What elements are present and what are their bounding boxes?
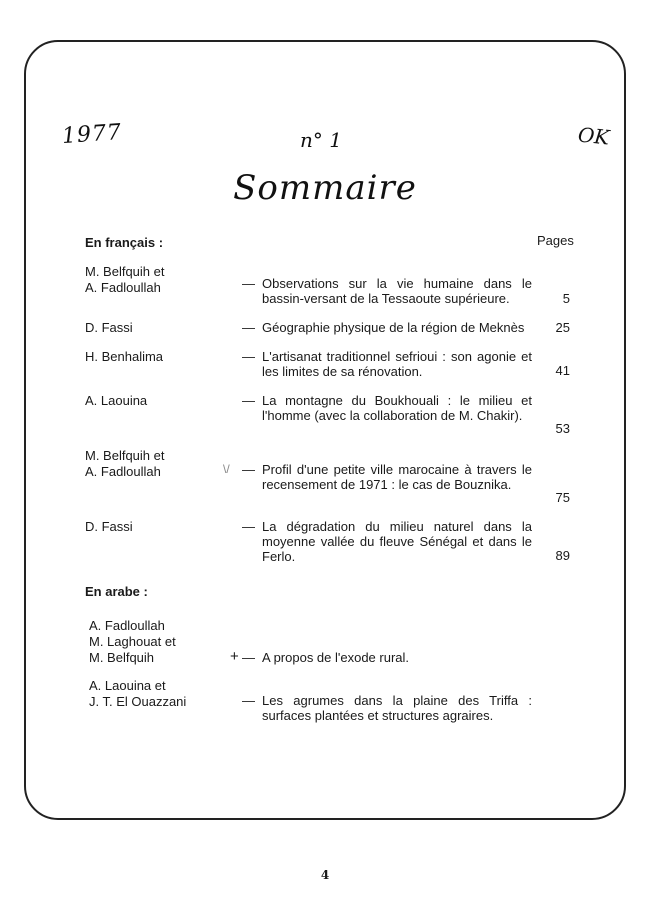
entry-author: M. Belfquih et A. Fadloullah: [85, 448, 165, 479]
handwritten-year: 1977: [61, 119, 123, 150]
entry-dash: —: [242, 462, 255, 477]
entry-page-number: 5: [562, 291, 570, 306]
entry-author: D. Fassi: [85, 320, 133, 335]
entry-title: Observations sur la vie humaine dans le bassin-versant de la Tessaoute supérieure.: [262, 276, 532, 306]
page-number-footer: 4: [320, 868, 330, 882]
pages-column-header: Pages: [537, 233, 574, 248]
section-french-heading: En français :: [85, 235, 164, 250]
toc-entry: [242, 320, 532, 335]
entry-title: Profil d'une petite ville marocaine à travers le recensement de 1971 : le cas de Bouznika.: [262, 462, 532, 492]
entry-page-number: 89: [555, 548, 570, 563]
toc-entry: [242, 393, 532, 423]
toc-entry: [242, 519, 532, 564]
entry-dash: —: [242, 349, 255, 364]
toc-entry: [242, 650, 532, 665]
toc-entry: [242, 462, 532, 492]
handwritten-ok-note: OK: [576, 122, 611, 150]
entry-author: D. Fassi: [85, 519, 133, 534]
entry-author: H. Benhalima: [85, 349, 164, 364]
entry-author: A. Laouina: [85, 393, 148, 408]
toc-entry: [242, 693, 532, 723]
handwritten-issue-number: n° 1: [300, 128, 342, 152]
entry-page-number: 75: [555, 490, 570, 505]
entry-dash: —: [242, 693, 255, 708]
margin-plus-mark: +: [230, 648, 239, 665]
entry-title: A propos de l'exode rural.: [262, 650, 410, 665]
entry-title: Géographie physique de la région de Meknès: [262, 320, 525, 335]
entry-dash: —: [242, 320, 255, 335]
entry-title: Les agrumes dans la plaine des Triffa : surfaces plantées et structures agraires.: [262, 693, 532, 723]
entry-title: L'artisanat traditionnel sefrioui : son agonie et les limites de sa rénovation.: [262, 349, 532, 379]
page-title: Sommaire: [233, 168, 417, 208]
entry-title: La dégradation du milieu naturel dans la moyenne vallée du fleuve Sénégal et dans le Ferlo.: [262, 519, 532, 564]
entry-dash: —: [242, 519, 255, 534]
entry-dash: —: [242, 276, 255, 291]
entry-dash: —: [242, 650, 255, 665]
toc-entry: [242, 276, 532, 306]
section-arabic-heading: En arabe :: [85, 584, 148, 599]
entry-author: A. Laouina et J. T. El Ouazzani: [89, 678, 187, 709]
entry-title: La montagne du Boukhouali : le milieu et l'homme (avec la collaboration de M. Chakir).: [262, 393, 532, 423]
entry-author: A. Fadloullah M. Laghouat et M. Belfquih: [89, 618, 176, 665]
entry-dash: —: [242, 393, 255, 408]
margin-check-mark: \/: [223, 462, 230, 476]
entry-author: M. Belfquih et A. Fadloullah: [85, 264, 165, 295]
entry-page-number: 41: [555, 363, 570, 378]
entry-page-number: 53: [555, 421, 570, 436]
toc-entry: [242, 349, 532, 379]
entry-page-number: 25: [555, 320, 570, 335]
